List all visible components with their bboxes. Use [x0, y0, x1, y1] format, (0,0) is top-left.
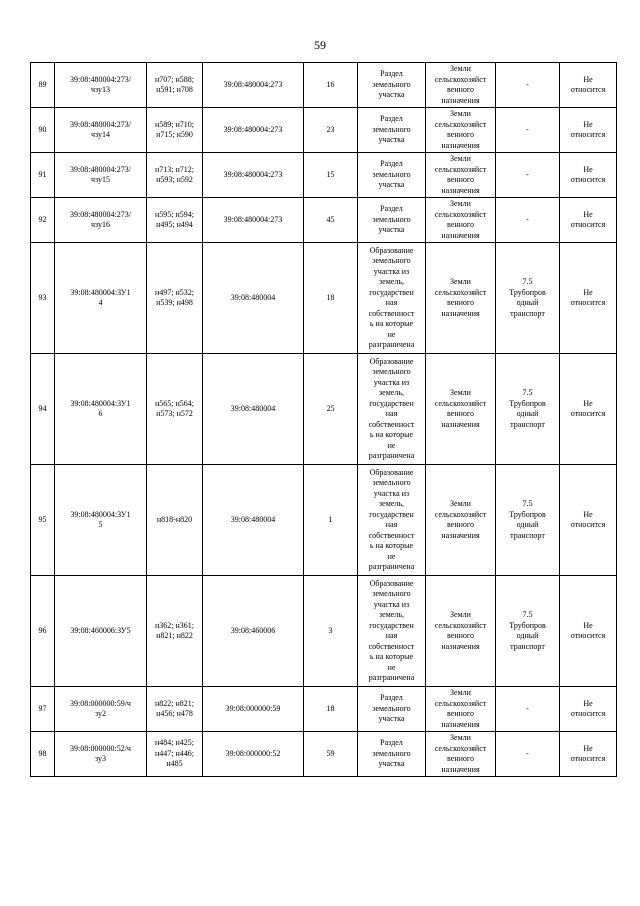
relation-status: Не относится: [560, 63, 617, 108]
plot-designation: 39:08:480004:ЗУ1 5: [55, 465, 147, 576]
table-row: [31, 63, 617, 108]
plot-designation: 39:08:480004:ЗУ1 4: [55, 243, 147, 354]
boundary-points: н595; н594; н495; н494: [147, 198, 203, 243]
permitted-use: -: [496, 63, 560, 108]
formation-method: Раздел земельного участка: [358, 108, 426, 153]
permitted-use: 7.5 Трубопров одный транспорт: [496, 465, 560, 576]
permitted-use: -: [496, 687, 560, 732]
table-row: [31, 687, 617, 732]
relation-status: Не относится: [560, 108, 617, 153]
parent-cadastral-number: 39:08:480004: [203, 243, 304, 354]
row-number: 95: [31, 465, 55, 576]
row-number: 98: [31, 732, 55, 777]
relation-status: Не относится: [560, 687, 617, 732]
permitted-use: -: [496, 198, 560, 243]
land-category: Земли сельскохозяйст венного назначения: [426, 687, 496, 732]
table-row: [31, 108, 617, 153]
formation-method: Образование земельного участка из земель, государствен ная собственност ь на которые не разграничена: [358, 354, 426, 465]
table-row: [31, 198, 617, 243]
parent-cadastral-number: 39:08:480004: [203, 354, 304, 465]
formation-method: Раздел земельного участка: [358, 198, 426, 243]
land-category: Земли сельскохозяйст венного назначения: [426, 243, 496, 354]
formation-method: Образование земельного участка из земель, государствен ная собственност ь на которые не разграничена: [358, 465, 426, 576]
parent-cadastral-number: 39:08:480004:273: [203, 63, 304, 108]
row-number: 93: [31, 243, 55, 354]
boundary-points: н497; н532; н539; н498: [147, 243, 203, 354]
page-number: 59: [314, 38, 326, 52]
boundary-points: н484; н425; н447; н446; н485: [147, 732, 203, 777]
row-number: 91: [31, 153, 55, 198]
table-row: [31, 465, 617, 576]
boundary-points: н822; н821; н456; н478: [147, 687, 203, 732]
permitted-use: -: [496, 153, 560, 198]
plot-area: 16: [304, 63, 358, 108]
table-row: [31, 732, 617, 777]
parent-cadastral-number: 39:08:480004:273: [203, 198, 304, 243]
boundary-points: н818-н820: [147, 465, 203, 576]
plot-area: 25: [304, 354, 358, 465]
plot-designation: 39:08:480004:273/ чзу13: [55, 63, 147, 108]
permitted-use: 7.5 Трубопров одный транспорт: [496, 576, 560, 687]
plot-area: 1: [304, 465, 358, 576]
table-row: [31, 576, 617, 687]
plot-area: 3: [304, 576, 358, 687]
boundary-points: н713; н712; н593; н592: [147, 153, 203, 198]
plot-area: 18: [304, 243, 358, 354]
plot-designation: 39:08:460006:ЗУ5: [55, 576, 147, 687]
land-category: Земли сельскохозяйст венного назначения: [426, 465, 496, 576]
table-row: [31, 153, 617, 198]
relation-status: Не относится: [560, 243, 617, 354]
plot-area: 45: [304, 198, 358, 243]
land-category: Земли сельскохозяйст венного назначения: [426, 63, 496, 108]
plot-designation: 39:08:480004:ЗУ1 6: [55, 354, 147, 465]
formation-method: Раздел земельного участка: [358, 687, 426, 732]
plot-designation: 39:08:480004:273/ чзу16: [55, 198, 147, 243]
relation-status: Не относится: [560, 732, 617, 777]
relation-status: Не относится: [560, 465, 617, 576]
row-number: 94: [31, 354, 55, 465]
plot-area: 23: [304, 108, 358, 153]
land-category: Земли сельскохозяйст венного назначения: [426, 198, 496, 243]
land-category: Земли сельскохозяйст венного назначения: [426, 732, 496, 777]
plot-designation: 39:08:000000:52/ч зу3: [55, 732, 147, 777]
permitted-use: -: [496, 732, 560, 777]
plot-area: 59: [304, 732, 358, 777]
formation-method: Раздел земельного участка: [358, 153, 426, 198]
permitted-use: 7.5 Трубопров одный транспорт: [496, 354, 560, 465]
permitted-use: 7.5 Трубопров одный транспорт: [496, 243, 560, 354]
parent-cadastral-number: 39:08:000000:59: [203, 687, 304, 732]
formation-method: Раздел земельного участка: [358, 732, 426, 777]
relation-status: Не относится: [560, 354, 617, 465]
table-row: [31, 354, 617, 465]
plot-designation: 39:08:480004:273/ чзу15: [55, 153, 147, 198]
formation-method: Образование земельного участка из земель, государствен ная собственност ь на которые не разграничена: [358, 243, 426, 354]
land-category: Земли сельскохозяйст венного назначения: [426, 108, 496, 153]
relation-status: Не относится: [560, 576, 617, 687]
row-number: 90: [31, 108, 55, 153]
plot-designation: 39:08:480004:273/ чзу14: [55, 108, 147, 153]
land-category: Земли сельскохозяйст венного назначения: [426, 576, 496, 687]
boundary-points: н565; н564; н573; н572: [147, 354, 203, 465]
parent-cadastral-number: 39:08:480004: [203, 465, 304, 576]
row-number: 97: [31, 687, 55, 732]
formation-method: Образование земельного участка из земель, государствен ная собственност ь на которые не разграничена: [358, 576, 426, 687]
parent-cadastral-number: 39:08:480004:273: [203, 153, 304, 198]
boundary-points: н362; н361; н821; н822: [147, 576, 203, 687]
relation-status: Не относится: [560, 198, 617, 243]
boundary-points: н707; н588; н591; н708: [147, 63, 203, 108]
land-category: Земли сельскохозяйст венного назначения: [426, 153, 496, 198]
parent-cadastral-number: 39:08:000000:52: [203, 732, 304, 777]
formation-method: Раздел земельного участка: [358, 63, 426, 108]
plot-area: 15: [304, 153, 358, 198]
row-number: 89: [31, 63, 55, 108]
land-category: Земли сельскохозяйст венного назначения: [426, 354, 496, 465]
plot-area: 18: [304, 687, 358, 732]
table-row: [31, 243, 617, 354]
parent-cadastral-number: 39:08:480004:273: [203, 108, 304, 153]
relation-status: Не относится: [560, 153, 617, 198]
table-body: [31, 63, 617, 777]
boundary-points: н589; н710; н715; н590: [147, 108, 203, 153]
plot-designation: 39:08:000000:59/ч зу2: [55, 687, 147, 732]
permitted-use: -: [496, 108, 560, 153]
row-number: 92: [31, 198, 55, 243]
land-plots-table: [30, 62, 617, 777]
row-number: 96: [31, 576, 55, 687]
parent-cadastral-number: 39:08:460006: [203, 576, 304, 687]
